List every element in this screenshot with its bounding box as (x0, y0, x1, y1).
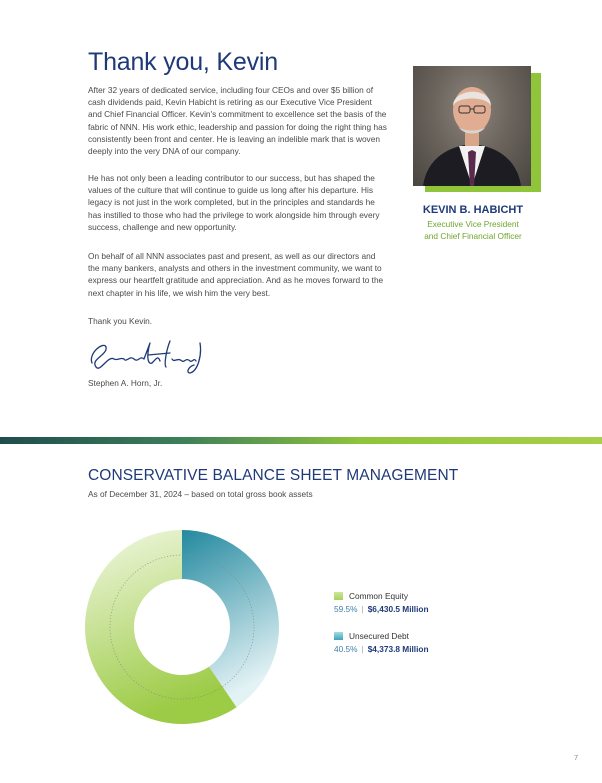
legend-amount: $4,373.8 Million (367, 644, 429, 654)
legend-percent: 59.5% (334, 604, 358, 614)
signature-name: Stephen A. Horn, Jr. (88, 378, 163, 388)
legend-item-unsecured-debt (334, 631, 429, 654)
legend-item-common-equity (334, 591, 429, 614)
handwritten-signature (86, 333, 216, 375)
legend-label: Common Equity (349, 591, 409, 601)
legend-separator: | (361, 604, 364, 614)
letter-title: Thank you, Kevin (88, 48, 278, 76)
profile-title (403, 219, 543, 242)
legend-percent: 40.5% (334, 644, 358, 654)
legend-swatch-debt (334, 632, 343, 640)
profile-name: KEVIN B. HABICHT (422, 204, 524, 216)
legend-separator: | (361, 644, 364, 654)
page-number: 7 (574, 753, 579, 762)
donut-chart (84, 529, 280, 725)
legend-swatch-equity (334, 592, 343, 600)
portrait-photo (413, 66, 531, 186)
letter-paragraph-2: He has not only been a leading contributor to our success, but has shaped the values of the culture that will continue to guide us long after his departure. His legacy is not just in the work completed, but in the principles and standards he has instilled to those who had the privilege to work alongside him through every success, challenge and new opportunity. (88, 173, 380, 232)
letter-paragraph-3: On behalf of all NNN associates past and present, as well as our directors and the many bankers, analysts and others in the investment community, we want to express our heartfelt gratitude and appreciation. And as he moves forward to the next chapter in his life, we wish him the very best. (88, 251, 384, 298)
section-subtitle: As of December 31, 2024 – based on total gross book assets (88, 489, 313, 499)
letter-closing: Thank you Kevin. (88, 316, 153, 326)
profile-title-line-2: and Chief Financial Officer (424, 230, 522, 241)
section-divider (0, 437, 602, 444)
profile-title-line-1: Executive Vice President (427, 219, 519, 229)
legend-amount: $6,430.5 Million (367, 604, 429, 614)
section-title: CONSERVATIVE BALANCE SHEET MANAGEMENT (88, 467, 459, 484)
legend-label: Unsecured Debt (349, 631, 409, 641)
letter-paragraph-1: After 32 years of dedicated service, including four CEOs and over $5 billion of cash dividends paid, Kevin Habicht is retiring as our Executive Vice President and Chief Financial Officer. Kevin's commitment to excellence set the basis of the fabric of NNN. His work ethic, leadership and passion for doing the right thing has consistently been front and center. He is leaving an indelible mark that is woven deeply into the very DNA of our company. (88, 85, 387, 157)
